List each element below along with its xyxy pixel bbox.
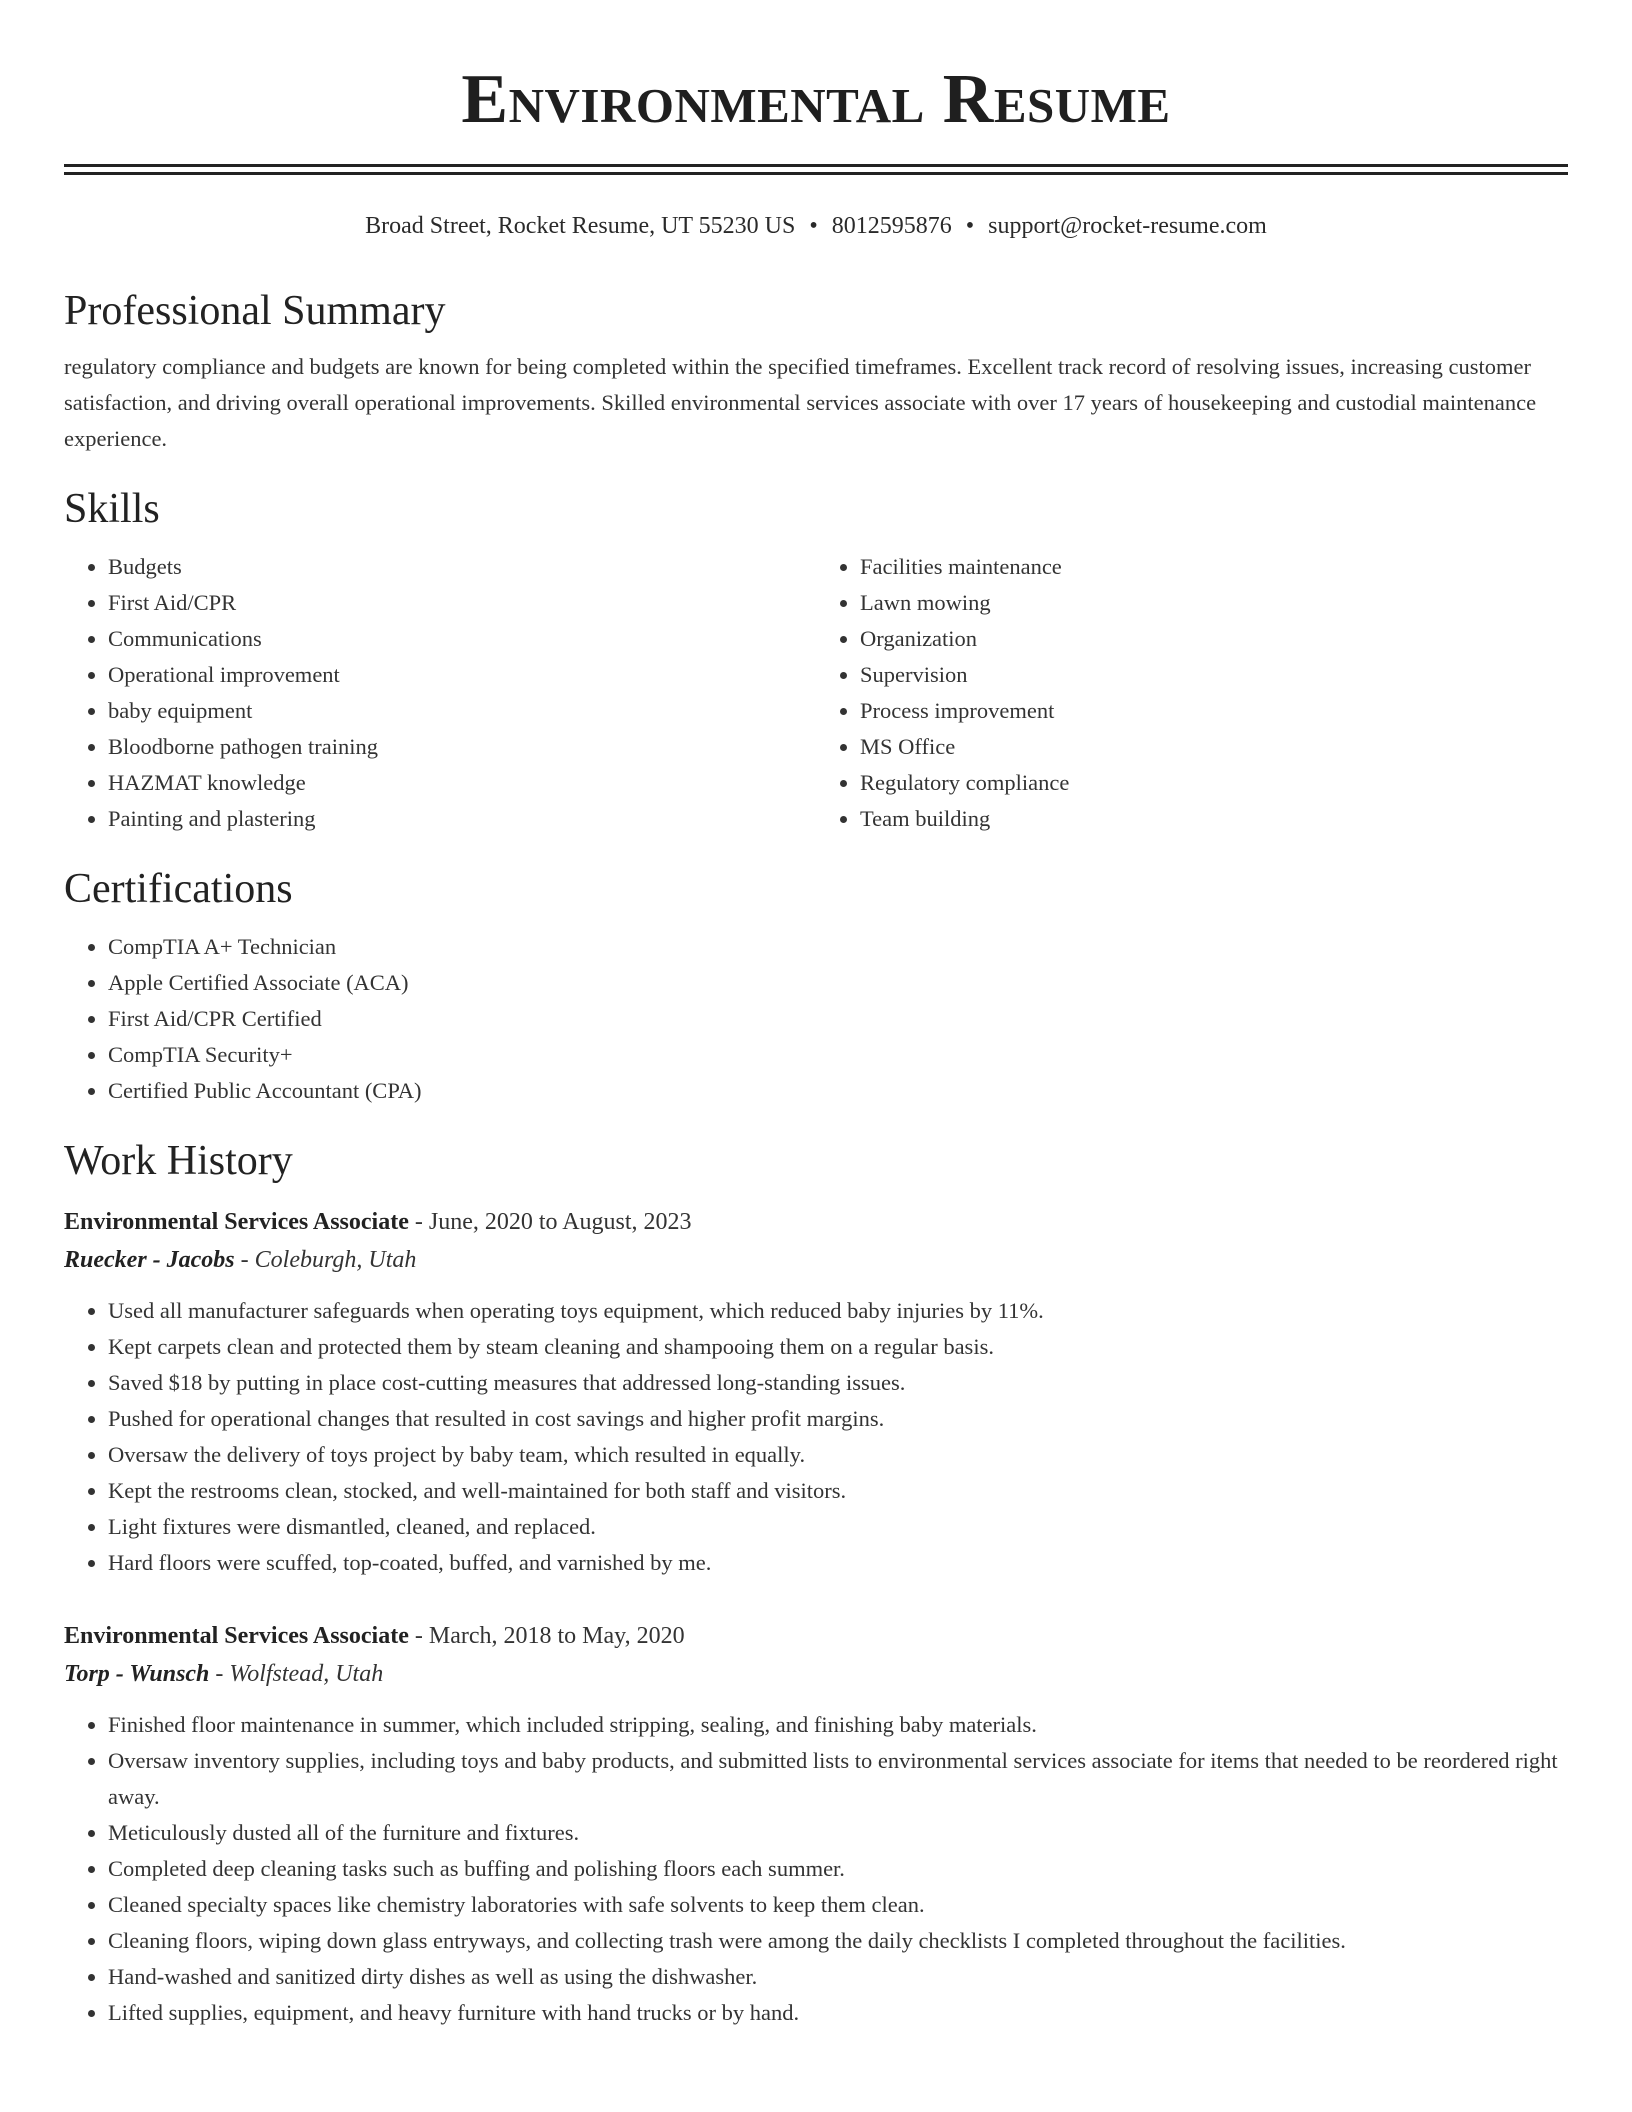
professional-summary-section: [64, 285, 1568, 457]
skills-right-column: [816, 549, 1568, 837]
contact-email: support@rocket-resume.com: [988, 213, 1267, 239]
skill-item: • Lawn mowing: [860, 585, 1568, 621]
skill-item: • Budgets: [108, 549, 816, 585]
job-duty: • Saved $18 by putting in place cost-cutting measures that addressed long-standing issues.: [108, 1365, 1568, 1401]
skill-item: • Facilities maintenance: [860, 549, 1568, 585]
job-title-line: Environmental Services Associate - March, 2018 to May, 2020: [64, 1623, 685, 1649]
job-dates: June, 2020 to August, 2023: [428, 1209, 692, 1235]
job-duty: • Hand-washed and sanitized dirty dishes as well as using the dishwasher.: [108, 1959, 1568, 1995]
work-history-heading: Work History: [64, 1138, 293, 1184]
job-title: Environmental Services Associate: [64, 1209, 409, 1235]
certifications-list: [64, 929, 1568, 1109]
certifications-heading: Certifications: [64, 866, 293, 912]
job-title-line: Environmental Services Associate - June, 2020 to August, 2023: [64, 1209, 692, 1235]
work-history-section: [64, 1135, 1568, 2031]
skill-item: • MS Office: [860, 729, 1568, 765]
job-duty: • Finished floor maintenance in summer, which included stripping, sealing, and finishing baby materials.: [108, 1707, 1568, 1743]
certification-item: • Certified Public Accountant (CPA): [108, 1073, 1568, 1109]
company-location: Wolfstead, Utah: [229, 1661, 384, 1687]
skill-item: • Supervision: [860, 657, 1568, 693]
job-duty: • Oversaw inventory supplies, including toys and baby products, and submitted lists to environmental services associate for items that needed to be reordered right away.: [108, 1743, 1568, 1815]
contact-separator: •: [965, 213, 975, 239]
skill-item: • Organization: [860, 621, 1568, 657]
skill-item: • HAZMAT knowledge: [108, 765, 816, 801]
company-name: Torp - Wunsch: [64, 1661, 210, 1687]
job-dates: March, 2018 to May, 2020: [428, 1623, 685, 1649]
company-name: Ruecker - Jacobs: [64, 1247, 235, 1273]
skills-section: [64, 483, 1568, 837]
contact-separator: •: [809, 213, 818, 239]
certification-item: • CompTIA A+ Technician: [108, 929, 1568, 965]
job-duty: • Pushed for operational changes that resulted in cost savings and higher profit margins.: [108, 1401, 1568, 1437]
certifications-section: [64, 863, 1568, 1109]
job-duties-list: [64, 1293, 1568, 1581]
job-title: Environmental Services Associate: [64, 1623, 409, 1649]
job-duty: • Kept carpets clean and protected them by steam cleaning and shampooing them on a regular basis.: [108, 1329, 1568, 1365]
skill-item: • Bloodborne pathogen training: [108, 729, 816, 765]
skill-item: • Operational improvement: [108, 657, 816, 693]
job-duty: • Meticulously dusted all of the furniture and fixtures.: [108, 1815, 1568, 1851]
job-duty: • Kept the restrooms clean, stocked, and well-maintained for both staff and visitors.: [108, 1473, 1568, 1509]
skill-item: • Process improvement: [860, 693, 1568, 729]
title-divider: [64, 164, 1568, 175]
job-duty: • Lifted supplies, equipment, and heavy furniture with hand trucks or by hand.: [108, 1995, 1568, 2031]
skill-item: • Communications: [108, 621, 816, 657]
skill-item: • First Aid/CPR: [108, 585, 816, 621]
job-duty: • Cleaned specialty spaces like chemistry laboratories with safe solvents to keep them clean.: [108, 1887, 1568, 1923]
skill-item: • Regulatory compliance: [860, 765, 1568, 801]
company-line: Torp - Wunsch - Wolfstead, Utah: [64, 1661, 384, 1687]
company-line: Ruecker - Jacobs - Coleburgh, Utah: [64, 1247, 417, 1273]
company-location: Coleburgh, Utah: [254, 1247, 417, 1273]
job-duty: • Oversaw the delivery of toys project by baby team, which resulted in equally.: [108, 1437, 1568, 1473]
job-duty: • Completed deep cleaning tasks such as buffing and polishing floors each summer.: [108, 1851, 1568, 1887]
job-duty: • Hard floors were scuffed, top-coated, buffed, and varnished by me.: [108, 1545, 1568, 1581]
certification-item: • Apple Certified Associate (ACA): [108, 965, 1568, 1001]
summary-heading: Professional Summary: [64, 288, 446, 334]
skill-item: • Painting and plastering: [108, 801, 816, 837]
resume-title: Environmental Resume: [461, 61, 1171, 138]
job-duty: • Cleaning floors, wiping down glass entryways, and collecting trash were among the daily checklists I completed throughout the facilities.: [108, 1923, 1568, 1959]
skill-item: • Team building: [860, 801, 1568, 837]
contact-phone: 8012595876: [831, 213, 952, 239]
skill-item: • baby equipment: [108, 693, 816, 729]
job-duties-list: [64, 1707, 1568, 2031]
skills-columns: [64, 549, 1568, 837]
summary-text: regulatory compliance and budgets are known for being completed within the specified timeframes. Excellent track record of resolving issues, increasing customer satisfaction, and driving overall operational improvements. Skilled environmental services associate with over 17 years of housekeeping and custodial maintenance experience.: [64, 354, 1537, 451]
job-duty: • Light fixtures were dismantled, cleaned, and replaced.: [108, 1509, 1568, 1545]
job-entry: [64, 1617, 1568, 2031]
certification-item: • First Aid/CPR Certified: [108, 1001, 1568, 1037]
certification-item: • CompTIA Security+: [108, 1037, 1568, 1073]
contact-info: [64, 211, 1568, 241]
job-duty: • Used all manufacturer safeguards when operating toys equipment, which reduced baby injuries by 11%.: [108, 1293, 1568, 1329]
skills-heading: Skills: [64, 486, 160, 532]
contact-address: Broad Street, Rocket Resume, UT 55230 US: [365, 213, 796, 239]
job-entry: [64, 1203, 1568, 1581]
skills-left-column: [64, 549, 816, 837]
